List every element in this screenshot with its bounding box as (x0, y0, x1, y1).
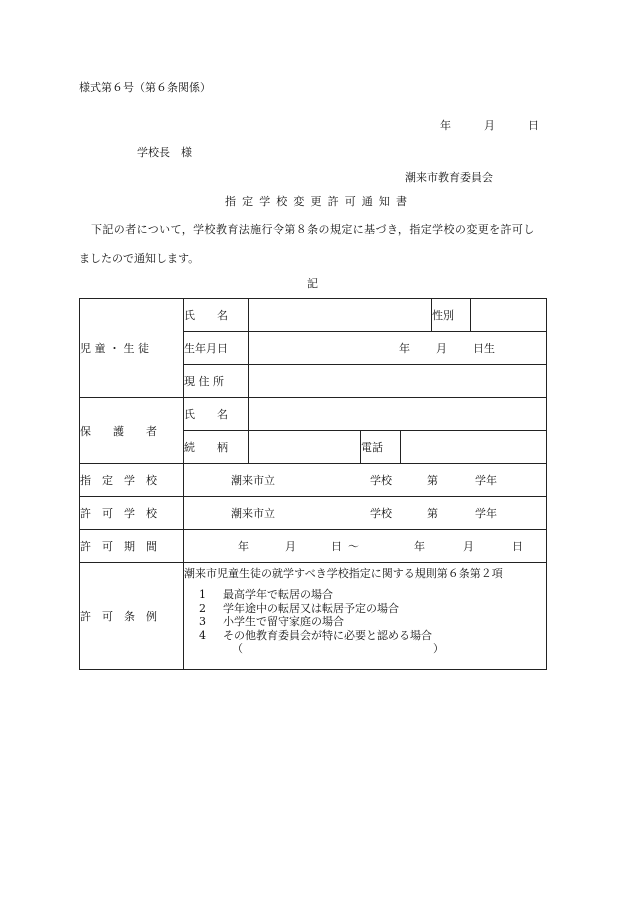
ki-heading: 記 (307, 277, 318, 290)
designated-school-label: 指 定 学 校 (80, 464, 184, 497)
permitted-city-public: 潮来市立 (231, 507, 275, 520)
permitted-school-suffix: 学校 (370, 507, 392, 520)
address-label: 現 住 所 (184, 365, 249, 398)
condition-number: 3 (199, 615, 206, 628)
student-name-field[interactable] (249, 299, 432, 332)
period-end-month: 月 (463, 540, 474, 553)
condition-item[interactable] (184, 588, 546, 602)
student-name-label: 氏 名 (184, 299, 249, 332)
relation-field[interactable] (249, 431, 361, 464)
designated-city-public: 潮来市立 (231, 474, 275, 487)
date-year: 年 (440, 119, 451, 132)
designated-school-suffix: 学校 (370, 474, 392, 487)
permitted-school-field[interactable] (184, 497, 547, 530)
issuer: 潮来市教育委員会 (405, 171, 493, 184)
condition-row (80, 563, 547, 670)
relation-label: 続 柄 (184, 431, 249, 464)
guardian-name-row (80, 398, 547, 431)
paren-open: （ (232, 642, 243, 655)
guardian-group-label: 保 護 者 (80, 398, 184, 464)
permission-form-table (79, 298, 547, 670)
condition-title: 潮来市児童生徒の就学すべき学校指定に関する規則第６条第２項 (184, 567, 503, 580)
birth-year: 年 (399, 342, 410, 355)
condition-number: 1 (199, 588, 206, 601)
condition-text: 小学生で留守家庭の場合 (223, 615, 344, 628)
other-reason-field[interactable] (184, 642, 546, 656)
body-text-line2: ましたので通知します。 (79, 252, 200, 265)
birthdate-field[interactable] (249, 332, 547, 365)
birth-day: 日生 (473, 342, 495, 355)
condition-text: その他教育委員会が特に必要と認める場合 (223, 628, 432, 642)
designated-grade-dai: 第 (427, 474, 438, 487)
date-day: 日 (528, 119, 539, 132)
condition-content (184, 563, 547, 670)
issue-date (440, 120, 539, 131)
period-start-day: 日 (331, 540, 342, 553)
period-field[interactable] (184, 530, 547, 563)
phone-field[interactable] (401, 431, 547, 464)
designated-school-row (80, 464, 547, 497)
designated-grade: 学年 (475, 474, 497, 487)
guardian-name-label: 氏 名 (184, 398, 249, 431)
student-group-label: 児 童 ・ 生 徒 (80, 299, 184, 398)
form-number: 様式第６号（第６条関係） (79, 81, 211, 94)
permitted-grade: 学年 (475, 507, 497, 520)
sex-field[interactable] (471, 299, 547, 332)
birthdate-label: 生年月日 (184, 332, 249, 365)
period-label: 許 可 期 間 (80, 530, 184, 563)
condition-item[interactable] (184, 602, 546, 616)
guardian-name-field[interactable] (249, 398, 547, 431)
designated-school-field[interactable] (184, 464, 547, 497)
condition-text: 最高学年で転居の場合 (223, 588, 333, 601)
condition-text: 学年途中の転居又は転居予定の場合 (223, 601, 399, 615)
permitted-school-row (80, 497, 547, 530)
body-text-line1: 下記の者について，学校教育法施行令第８条の規定に基づき，指定学校の変更を許可し (91, 223, 535, 236)
period-end-year: 年 (414, 540, 425, 553)
period-tilde: ～ (348, 540, 359, 553)
permitted-school-label: 許 可 学 校 (80, 497, 184, 530)
phone-label: 電話 (361, 431, 401, 464)
address-field[interactable] (249, 365, 547, 398)
period-row (80, 530, 547, 563)
permitted-grade-dai: 第 (427, 507, 438, 520)
condition-item[interactable] (184, 615, 546, 629)
addressee: 学校長 様 (137, 146, 192, 159)
condition-number: 4 (199, 628, 206, 642)
condition-number: 2 (199, 601, 206, 615)
period-end-day: 日 (512, 540, 523, 553)
condition-item[interactable] (184, 629, 546, 643)
paren-close: ） (433, 642, 444, 655)
date-month: 月 (484, 119, 495, 132)
birth-month: 月 (436, 342, 447, 355)
document-title: 指定学校変更許可通知書 (225, 195, 414, 208)
sex-label: 性別 (432, 299, 471, 332)
period-start-month: 月 (285, 540, 296, 553)
student-name-row (80, 299, 547, 332)
condition-label: 許 可 条 例 (80, 563, 184, 670)
period-start-year: 年 (238, 540, 249, 553)
